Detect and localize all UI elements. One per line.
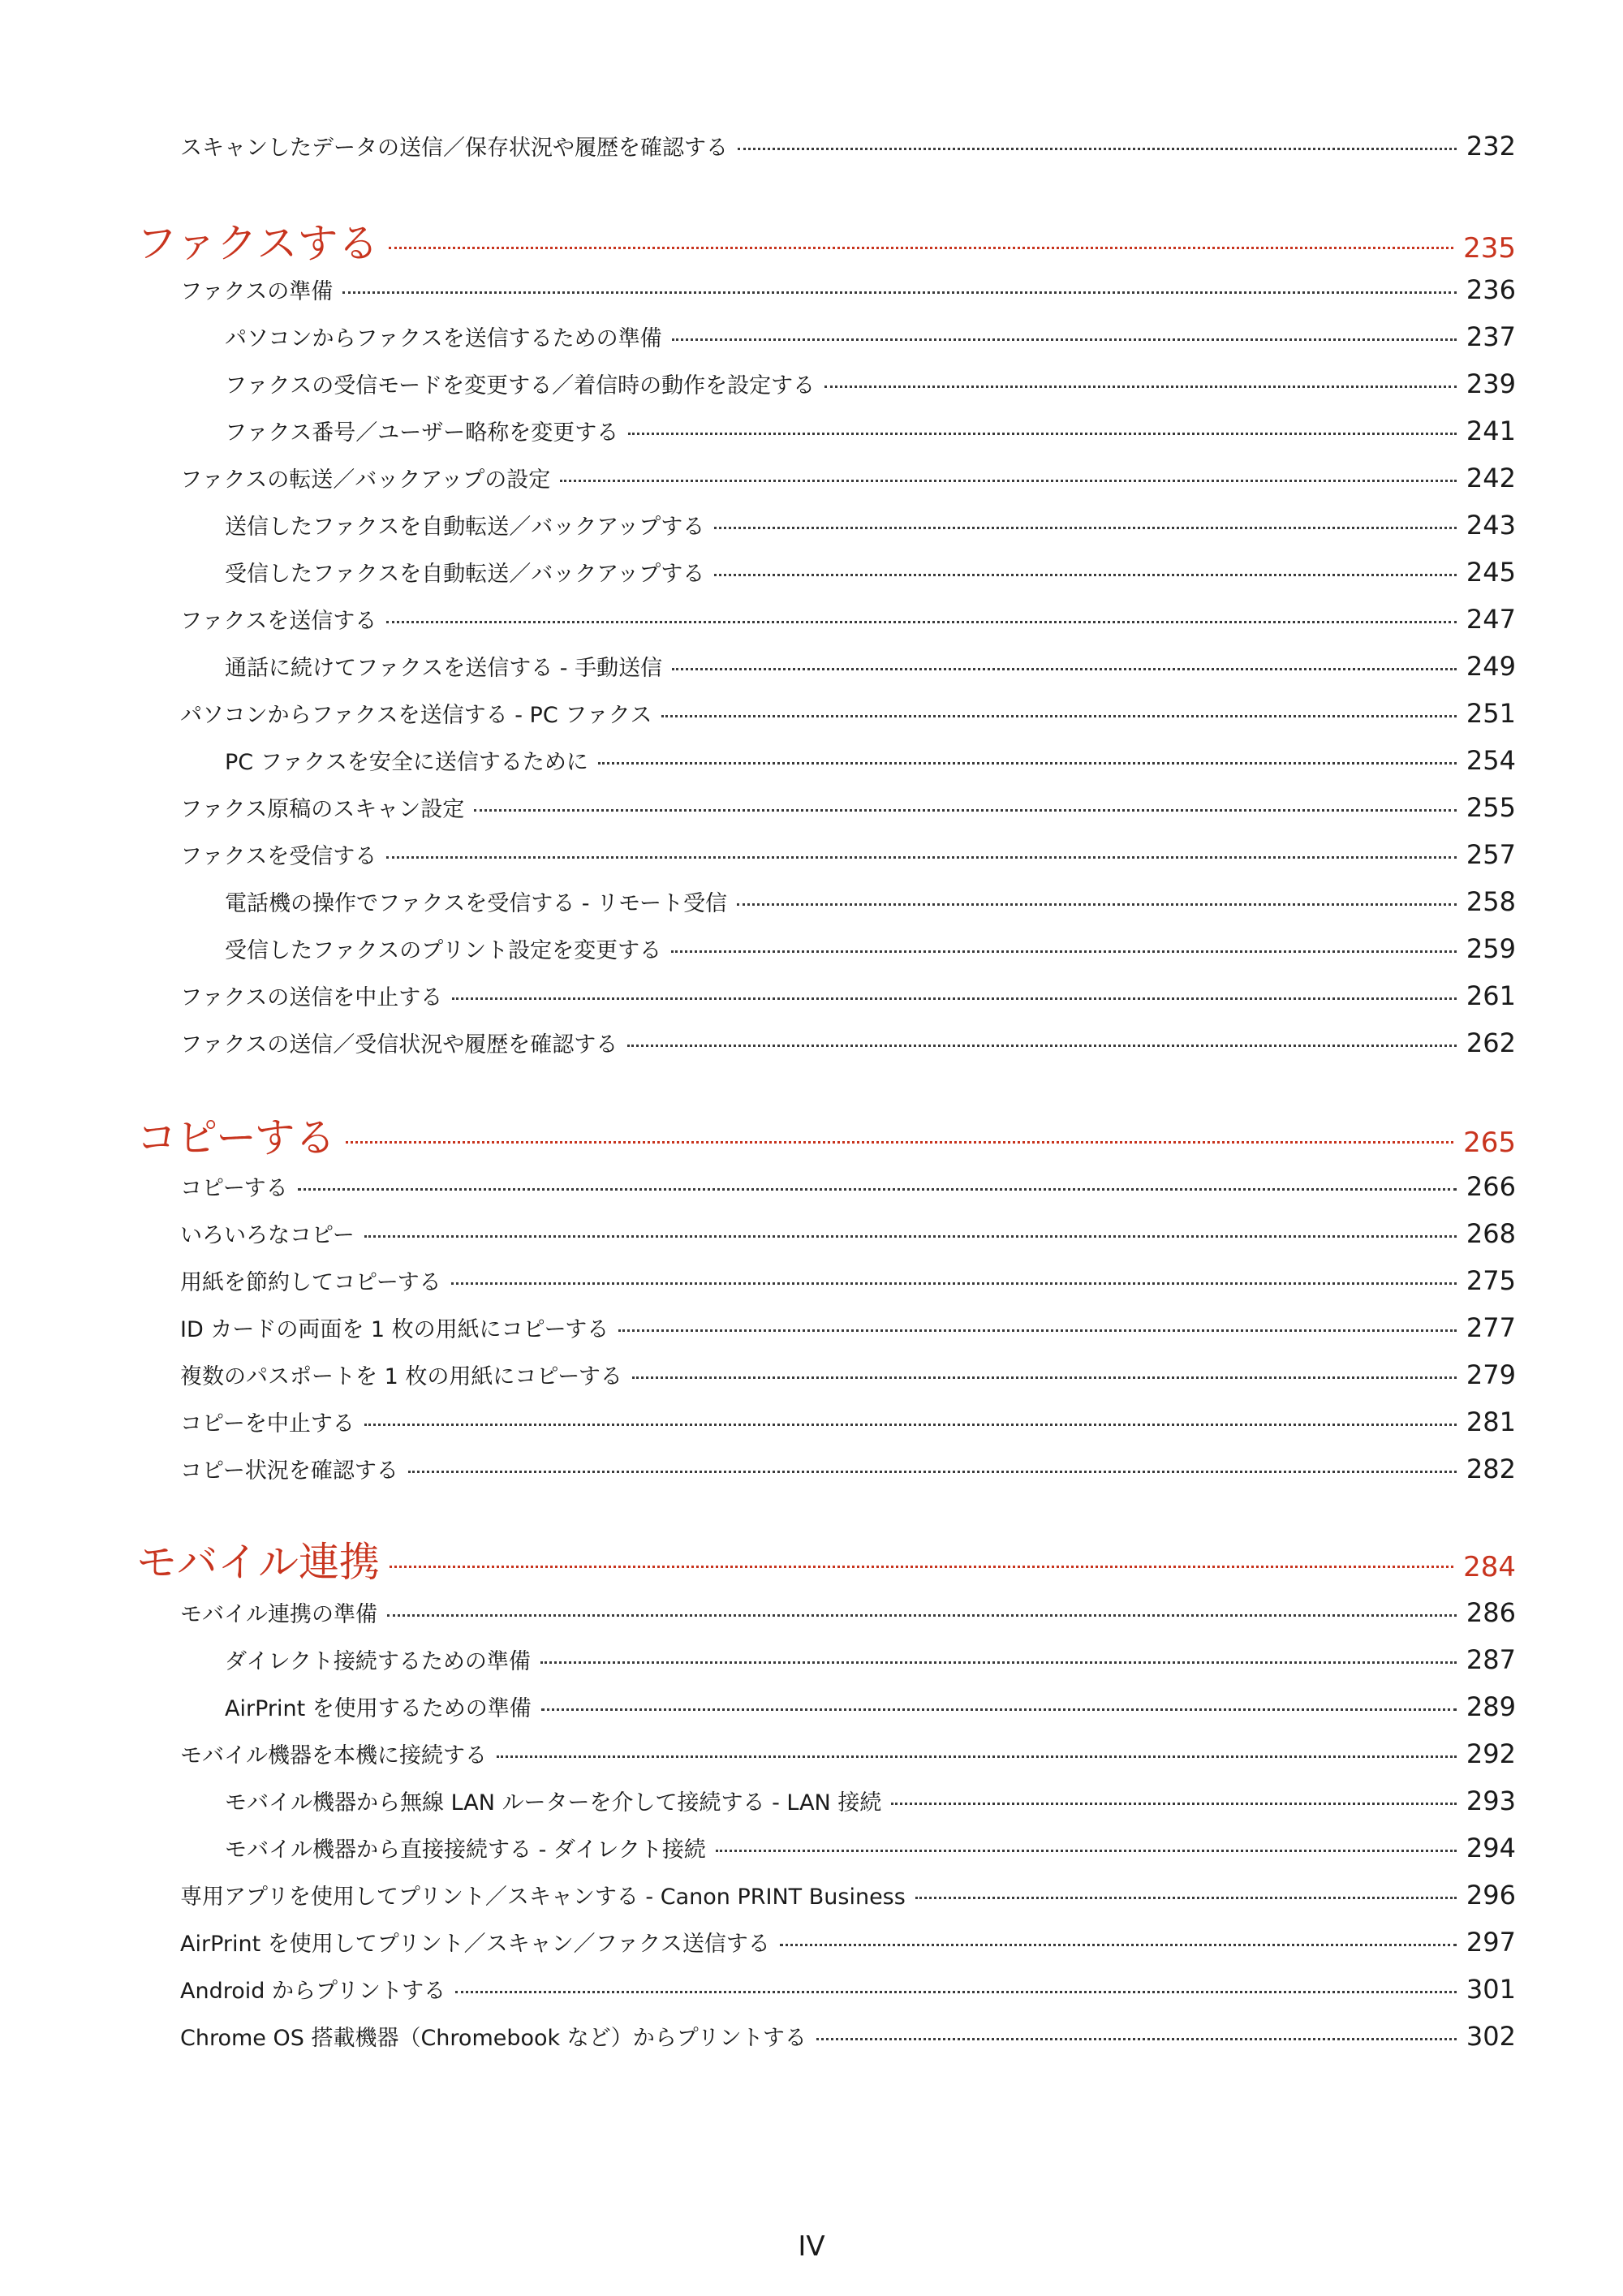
- dot-leader: [891, 1803, 1457, 1805]
- toc-entry-page: 275: [1466, 1265, 1516, 1296]
- toc-entry-page: 245: [1466, 557, 1516, 588]
- toc-entry[interactable]: [225, 321, 1516, 353]
- toc-entry-page: 247: [1466, 604, 1516, 635]
- toc-entry-title: モバイル連携: [136, 1539, 380, 1586]
- toc-entry-page: 289: [1466, 1691, 1516, 1722]
- toc-entry-page: 287: [1466, 1644, 1516, 1675]
- dot-leader: [560, 480, 1457, 482]
- dot-leader: [455, 1991, 1457, 1993]
- dot-leader: [387, 1614, 1457, 1617]
- dot-leader: [298, 1188, 1457, 1191]
- dot-leader: [780, 1944, 1457, 1946]
- toc-entry-title: ID カードの両面を 1 枚の用紙にコピーする: [180, 1317, 609, 1342]
- dot-leader: [451, 1282, 1457, 1285]
- dot-leader: [672, 668, 1457, 670]
- toc-entry[interactable]: [180, 1738, 1516, 1770]
- toc-entry[interactable]: [225, 933, 1516, 965]
- toc-entry-page: 257: [1466, 839, 1516, 870]
- toc-entry-title: ダイレクト接続するための準備: [225, 1649, 531, 1674]
- toc-entry[interactable]: [180, 1170, 1516, 1203]
- toc-entry-title: 受信したファクスを自動転送／バックアップする: [225, 562, 705, 587]
- toc-entry[interactable]: [225, 1785, 1516, 1817]
- toc-entry[interactable]: [180, 603, 1516, 635]
- toc-entry-page: 232: [1466, 131, 1516, 162]
- dot-leader: [816, 2038, 1457, 2040]
- toc-entry-page: 242: [1466, 463, 1516, 493]
- dot-leader: [474, 809, 1457, 812]
- toc-entry-page: 241: [1466, 416, 1516, 446]
- toc-entry-page: 294: [1466, 1833, 1516, 1863]
- dot-leader: [364, 1235, 1457, 1238]
- toc-entry-title: AirPrint を使用してプリント／スキャン／ファクス送信する: [180, 1932, 770, 1957]
- dot-leader: [342, 291, 1457, 294]
- toc-entry-page: 301: [1466, 1974, 1516, 2005]
- toc-entry-title: ファクス原稿のスキャン設定: [180, 797, 465, 822]
- dot-leader: [915, 1897, 1457, 1899]
- toc-entry-title: モバイル機器から直接接続する - ダイレクト接続: [225, 1837, 706, 1863]
- toc-entry-title: ファクスの受信モードを変更する／着信時の動作を設定する: [225, 373, 816, 398]
- toc-entry-page: 237: [1466, 321, 1516, 352]
- toc-entry-page: 254: [1466, 745, 1516, 776]
- toc-entry[interactable]: [180, 1453, 1516, 1485]
- toc-entry[interactable]: [180, 462, 1516, 494]
- dot-leader: [541, 1708, 1457, 1711]
- toc-entry-page: 279: [1466, 1359, 1516, 1390]
- toc-entry[interactable]: [180, 791, 1516, 824]
- toc-entry-page: 255: [1466, 792, 1516, 823]
- toc-chapter[interactable]: [136, 211, 1516, 265]
- toc-entry-title: PC ファクスを安全に送信するために: [225, 750, 588, 775]
- toc-chapter[interactable]: [136, 1105, 1516, 1159]
- dot-leader: [738, 148, 1457, 150]
- dot-leader: [386, 621, 1457, 623]
- toc-entry-title: コピーを中止する: [180, 1411, 355, 1437]
- toc-entry[interactable]: [180, 1217, 1516, 1250]
- toc-entry[interactable]: [225, 1643, 1516, 1676]
- toc-entry-title: ファクス番号／ユーザー略称を変更する: [225, 420, 619, 446]
- toc-entry-page: 239: [1466, 368, 1516, 399]
- toc-entry-page: 259: [1466, 933, 1516, 964]
- dot-leader: [714, 527, 1457, 529]
- dot-leader: [671, 950, 1457, 953]
- toc-entry-page: 243: [1466, 510, 1516, 541]
- toc-entry[interactable]: [180, 1926, 1516, 1958]
- toc-entry-page: 277: [1466, 1312, 1516, 1343]
- toc-entry-title: 専用アプリを使用してプリント／スキャンする - Canon PRINT Business: [180, 1885, 906, 1910]
- toc-entry[interactable]: [180, 1027, 1516, 1059]
- toc-entry-page: 302: [1466, 2021, 1516, 2052]
- toc-entry[interactable]: [225, 509, 1516, 541]
- toc-entry-page: 265: [1463, 1126, 1516, 1159]
- toc-entry-page: 293: [1466, 1786, 1516, 1816]
- dot-leader: [598, 762, 1457, 765]
- toc-entry-page: 297: [1466, 1927, 1516, 1958]
- toc-entry[interactable]: [225, 556, 1516, 588]
- toc-entry-title: 受信したファクスのプリント設定を変更する: [225, 938, 662, 963]
- toc-entry-title: モバイル機器から無線 LAN ルーターを介して接続する - LAN 接続: [225, 1790, 882, 1816]
- dot-leader: [672, 338, 1457, 341]
- toc-entry-title: AirPrint を使用するための準備: [225, 1696, 532, 1721]
- toc-entry[interactable]: [225, 885, 1516, 918]
- toc-entry[interactable]: [180, 1359, 1516, 1391]
- toc-entry-page: 262: [1466, 1027, 1516, 1058]
- dot-leader: [497, 1755, 1457, 1758]
- dot-leader: [714, 574, 1457, 576]
- toc-entry-title: 電話機の操作でファクスを受信する - リモート受信: [225, 891, 728, 916]
- toc-entry-page: 249: [1466, 651, 1516, 682]
- toc-entry[interactable]: [180, 838, 1516, 871]
- toc-entry[interactable]: [180, 1264, 1516, 1297]
- toc-entry-title: コピー状況を確認する: [180, 1458, 398, 1484]
- page-number: IV: [798, 2230, 825, 2263]
- toc-entry-title: いろいろなコピー: [180, 1223, 355, 1248]
- toc-entry-title: Android からプリントする: [180, 1979, 446, 2004]
- toc-entry-page: 268: [1466, 1218, 1516, 1249]
- toc-entry-title: スキャンしたデータの送信／保存状況や履歴を確認する: [180, 136, 728, 161]
- toc-entry[interactable]: [225, 415, 1516, 447]
- toc-entry-title: モバイル連携の準備: [180, 1602, 377, 1627]
- toc-entry-title: ファクスの転送／バックアップの設定: [180, 467, 551, 493]
- toc-entry[interactable]: [180, 1973, 1516, 2005]
- dot-leader: [540, 1661, 1457, 1664]
- dot-leader: [389, 247, 1454, 249]
- toc-entry-title: パソコンからファクスを送信するための準備: [225, 326, 662, 351]
- toc-entry[interactable]: [180, 274, 1516, 306]
- toc-entry-page: 284: [1463, 1551, 1516, 1583]
- dot-leader: [390, 1566, 1453, 1568]
- toc-entry[interactable]: [180, 130, 1516, 162]
- toc-entry-title: 複数のパスポートを 1 枚の用紙にコピーする: [180, 1364, 622, 1389]
- toc-entry-page: 282: [1466, 1454, 1516, 1484]
- dot-leader: [618, 1329, 1457, 1332]
- toc-entry[interactable]: [180, 1312, 1516, 1344]
- toc-entry[interactable]: [180, 697, 1516, 730]
- dot-leader: [346, 1141, 1454, 1144]
- toc-entry-title: Chrome OS 搭載機器（Chromebook など）からプリントする: [180, 2026, 807, 2051]
- toc-entry-page: 266: [1466, 1171, 1516, 1202]
- toc-entry-title: ファクスの送信／受信状況や履歴を確認する: [180, 1032, 618, 1058]
- toc-entry[interactable]: [225, 650, 1516, 683]
- toc-entry-title: 用紙を節約してコピーする: [180, 1270, 441, 1295]
- toc-entry-title: コピーする: [136, 1114, 336, 1161]
- dot-leader: [364, 1424, 1457, 1426]
- toc-entry-page: 261: [1466, 980, 1516, 1011]
- toc-entry-page: 296: [1466, 1880, 1516, 1910]
- dot-leader: [824, 386, 1457, 388]
- toc-entry[interactable]: [180, 1596, 1516, 1629]
- dot-leader: [408, 1471, 1457, 1473]
- toc-entry-title: 送信したファクスを自動転送／バックアップする: [225, 515, 705, 540]
- toc-entry[interactable]: [180, 980, 1516, 1012]
- toc-entry-page: 251: [1466, 698, 1516, 729]
- toc-entry-page: 236: [1466, 274, 1516, 305]
- toc-entry-title: ファクスの準備: [180, 279, 334, 304]
- toc-entry[interactable]: [180, 1406, 1516, 1438]
- dot-leader: [661, 715, 1456, 717]
- toc-entry-page: 258: [1466, 886, 1516, 917]
- toc-entry-title: パソコンからファクスを送信する - PC ファクス: [180, 703, 652, 728]
- toc-chapter[interactable]: [136, 1530, 1516, 1586]
- dot-leader: [632, 1376, 1457, 1379]
- toc-entry[interactable]: [180, 2020, 1516, 2053]
- toc-entry[interactable]: [225, 368, 1516, 400]
- toc-entry-title: コピーする: [180, 1176, 288, 1201]
- toc-entry-page: 292: [1466, 1738, 1516, 1769]
- toc-entry-title: 通話に続けてファクスを送信する - 手動送信: [225, 656, 663, 681]
- dot-leader: [452, 997, 1457, 1000]
- dot-leader: [386, 856, 1457, 859]
- toc-entry[interactable]: [180, 1879, 1516, 1911]
- toc-entry-title: モバイル機器を本機に接続する: [180, 1743, 487, 1768]
- toc-entry-page: 286: [1466, 1597, 1516, 1628]
- toc-entry-title: ファクスを受信する: [180, 844, 377, 869]
- toc-entry[interactable]: [225, 1691, 1516, 1723]
- toc-entry-title: ファクスする: [136, 220, 379, 267]
- toc-entry-page: 281: [1466, 1406, 1516, 1437]
- toc-entry-page: 235: [1463, 232, 1516, 265]
- dot-leader: [627, 1045, 1457, 1047]
- toc-entry-title: ファクスの送信を中止する: [180, 985, 443, 1010]
- toc-entry[interactable]: [225, 744, 1516, 777]
- dot-leader: [737, 903, 1457, 906]
- dot-leader: [716, 1850, 1457, 1852]
- toc-entry[interactable]: [225, 1832, 1516, 1864]
- toc-entry-title: ファクスを送信する: [180, 609, 377, 634]
- dot-leader: [628, 433, 1457, 435]
